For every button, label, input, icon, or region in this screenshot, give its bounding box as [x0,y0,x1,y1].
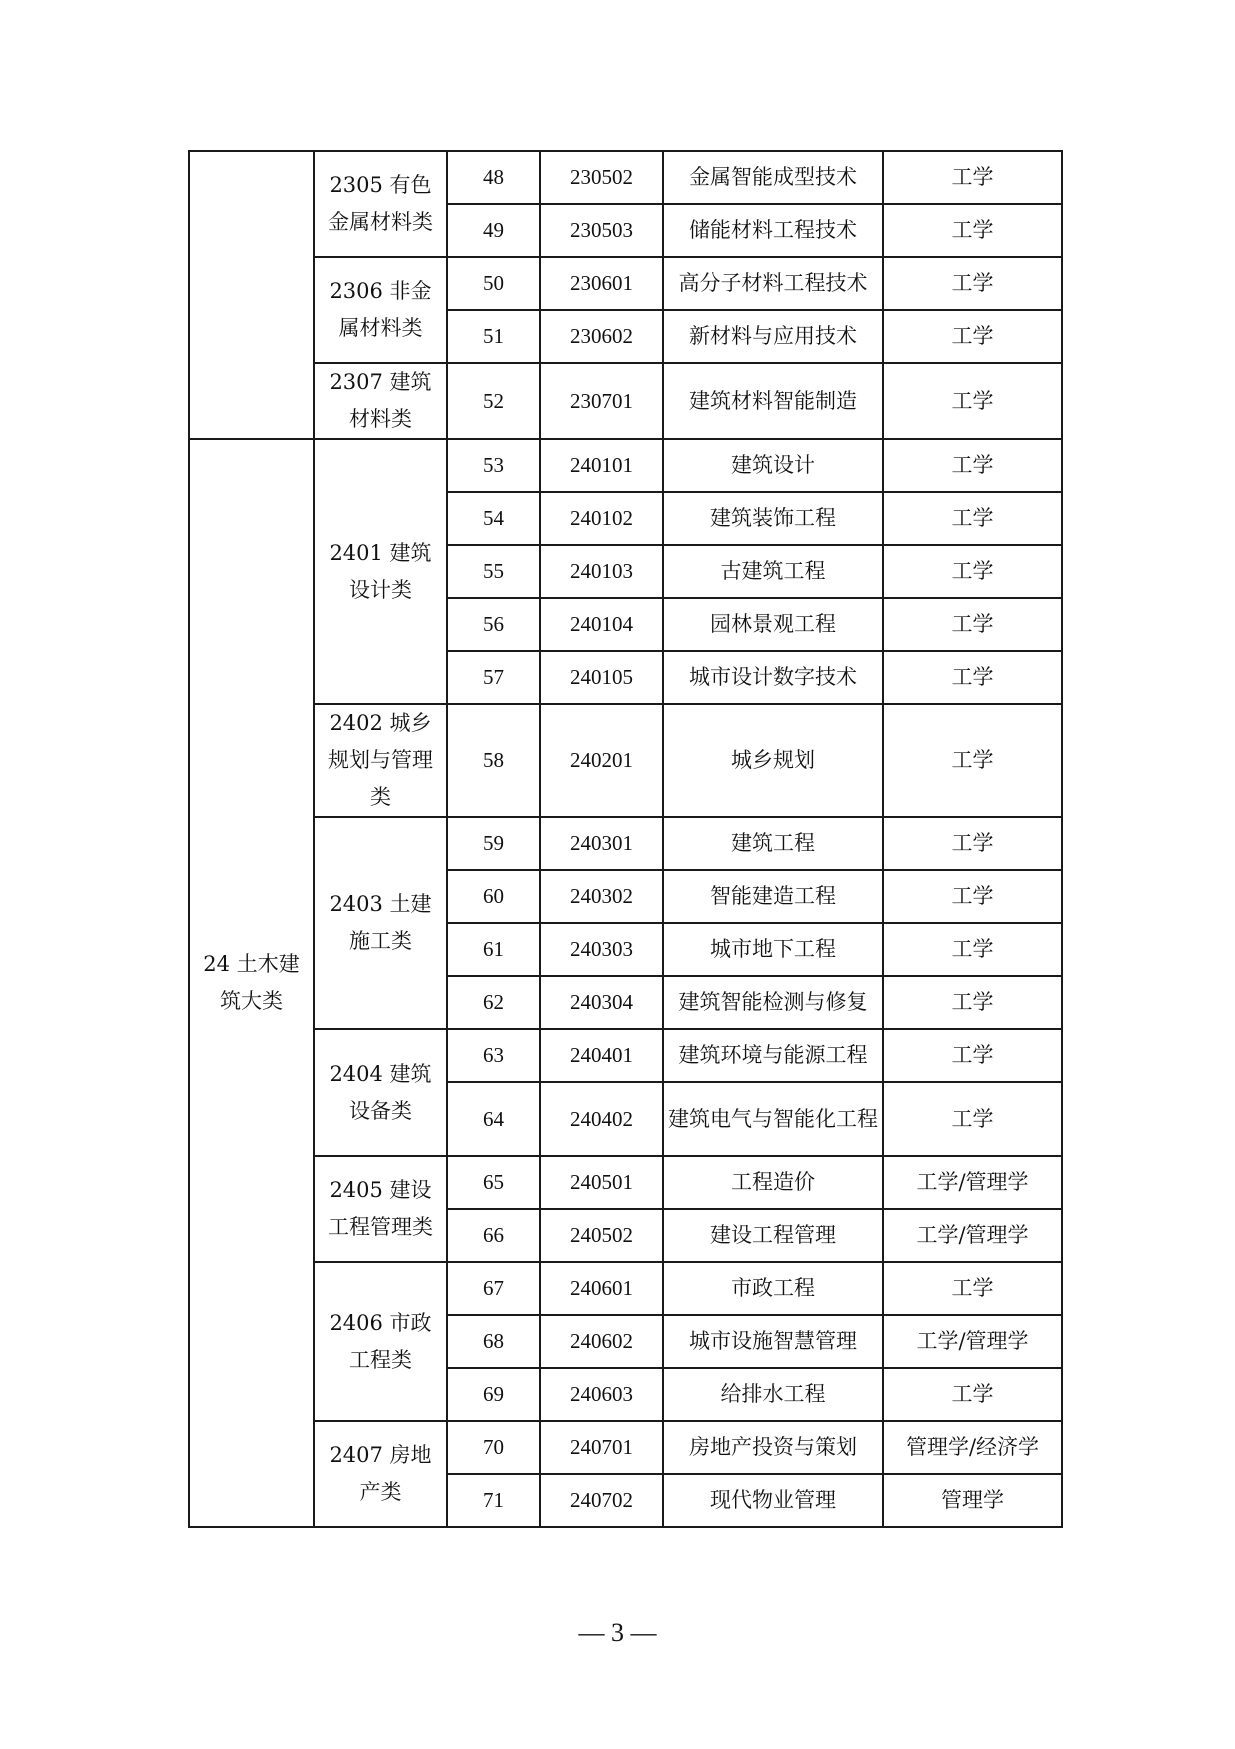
subcategory-cell: 2403 土建施工类 [314,817,447,1029]
major-name: 高分子材料工程技术 [663,257,883,310]
major-code: 240105 [540,651,663,704]
major-name: 金属智能成型技术 [663,151,883,204]
serial-number: 55 [447,545,540,598]
serial-number: 64 [447,1082,540,1156]
subcategory-cell: 2306 非金属材料类 [314,257,447,363]
major-name: 建筑工程 [663,817,883,870]
serial-number: 65 [447,1156,540,1209]
degree-category: 工学 [883,545,1062,598]
degree-category: 工学 [883,439,1062,492]
major-code: 240201 [540,704,663,817]
major-name: 工程造价 [663,1156,883,1209]
subcategory-cell: 2405 建设工程管理类 [314,1156,447,1262]
major-code: 240104 [540,598,663,651]
major-code: 230701 [540,363,663,439]
degree-category: 工学 [883,976,1062,1029]
degree-category: 工学 [883,257,1062,310]
degree-category: 工学 [883,704,1062,817]
serial-number: 51 [447,310,540,363]
serial-number: 62 [447,976,540,1029]
table-row [189,1029,1062,1082]
major-code: 240702 [540,1474,663,1527]
serial-number: 61 [447,923,540,976]
serial-number: 57 [447,651,540,704]
major-name: 建筑装饰工程 [663,492,883,545]
serial-number: 66 [447,1209,540,1262]
major-name: 现代物业管理 [663,1474,883,1527]
major-code: 240502 [540,1209,663,1262]
serial-number: 68 [447,1315,540,1368]
major-code: 240603 [540,1368,663,1421]
major-name: 城市设计数字技术 [663,651,883,704]
serial-number: 56 [447,598,540,651]
subcategory-cell: 2406 市政工程类 [314,1262,447,1421]
major-code: 240401 [540,1029,663,1082]
serial-number: 52 [447,363,540,439]
major-name: 城市地下工程 [663,923,883,976]
degree-category: 工学/管理学 [883,1156,1062,1209]
degree-category: 工学/管理学 [883,1315,1062,1368]
major-name: 建筑智能检测与修复 [663,976,883,1029]
serial-number: 54 [447,492,540,545]
major-code: 240301 [540,817,663,870]
degree-category: 工学 [883,870,1062,923]
serial-number: 67 [447,1262,540,1315]
degree-category: 工学 [883,151,1062,204]
major-code: 240103 [540,545,663,598]
major-category-cell [189,151,314,439]
major-name: 建筑电气与智能化工程 [663,1082,883,1156]
subcategory-cell: 2404 建筑设备类 [314,1029,447,1156]
major-code: 240304 [540,976,663,1029]
table-row [189,151,1062,204]
major-code: 240101 [540,439,663,492]
major-code: 240601 [540,1262,663,1315]
major-code: 230503 [540,204,663,257]
serial-number: 70 [447,1421,540,1474]
major-code: 240501 [540,1156,663,1209]
degree-category: 工学 [883,310,1062,363]
major-name: 新材料与应用技术 [663,310,883,363]
degree-category: 工学 [883,1029,1062,1082]
serial-number: 48 [447,151,540,204]
subcategory-cell: 2401 建筑设计类 [314,439,447,704]
degree-category: 工学 [883,363,1062,439]
major-name: 园林景观工程 [663,598,883,651]
table-row [189,704,1062,817]
major-code: 240302 [540,870,663,923]
table-row [189,1156,1062,1209]
degree-category: 工学/管理学 [883,1209,1062,1262]
table-row [189,1421,1062,1474]
degree-category: 工学 [883,1368,1062,1421]
degree-category: 工学 [883,492,1062,545]
degree-category: 工学 [883,204,1062,257]
serial-number: 53 [447,439,540,492]
major-name: 给排水工程 [663,1368,883,1421]
subcategory-cell: 2307 建筑材料类 [314,363,447,439]
major-catalog-table [188,150,1063,1528]
major-name: 建设工程管理 [663,1209,883,1262]
degree-category: 工学 [883,598,1062,651]
serial-number: 63 [447,1029,540,1082]
table-row [189,363,1062,439]
degree-category: 工学 [883,1262,1062,1315]
major-name: 储能材料工程技术 [663,204,883,257]
major-code: 240701 [540,1421,663,1474]
major-name: 市政工程 [663,1262,883,1315]
major-code: 230602 [540,310,663,363]
serial-number: 71 [447,1474,540,1527]
major-code: 240602 [540,1315,663,1368]
degree-category: 工学 [883,923,1062,976]
degree-category: 工学 [883,1082,1062,1156]
major-name: 智能建造工程 [663,870,883,923]
page-number: — 3 — [578,1618,657,1647]
major-code: 240303 [540,923,663,976]
table-row [189,439,1062,492]
major-name: 城市设施智慧管理 [663,1315,883,1368]
table-row [189,257,1062,310]
major-category-cell: 24 土木建筑大类 [189,439,314,1527]
serial-number: 49 [447,204,540,257]
serial-number: 60 [447,870,540,923]
major-name: 古建筑工程 [663,545,883,598]
major-name: 城乡规划 [663,704,883,817]
subcategory-cell: 2402 城乡规划与管理类 [314,704,447,817]
subcategory-cell: 2407 房地产类 [314,1421,447,1527]
major-name: 建筑环境与能源工程 [663,1029,883,1082]
degree-category: 工学 [883,651,1062,704]
major-code: 230502 [540,151,663,204]
degree-category: 管理学/经济学 [883,1421,1062,1474]
major-name: 建筑材料智能制造 [663,363,883,439]
table-row [189,1262,1062,1315]
major-code: 240102 [540,492,663,545]
degree-category: 管理学 [883,1474,1062,1527]
subcategory-cell: 2305 有色金属材料类 [314,151,447,257]
major-code: 230601 [540,257,663,310]
major-code: 240402 [540,1082,663,1156]
serial-number: 69 [447,1368,540,1421]
serial-number: 59 [447,817,540,870]
serial-number: 58 [447,704,540,817]
table-row [189,817,1062,870]
major-name: 建筑设计 [663,439,883,492]
degree-category: 工学 [883,817,1062,870]
major-name: 房地产投资与策划 [663,1421,883,1474]
serial-number: 50 [447,257,540,310]
